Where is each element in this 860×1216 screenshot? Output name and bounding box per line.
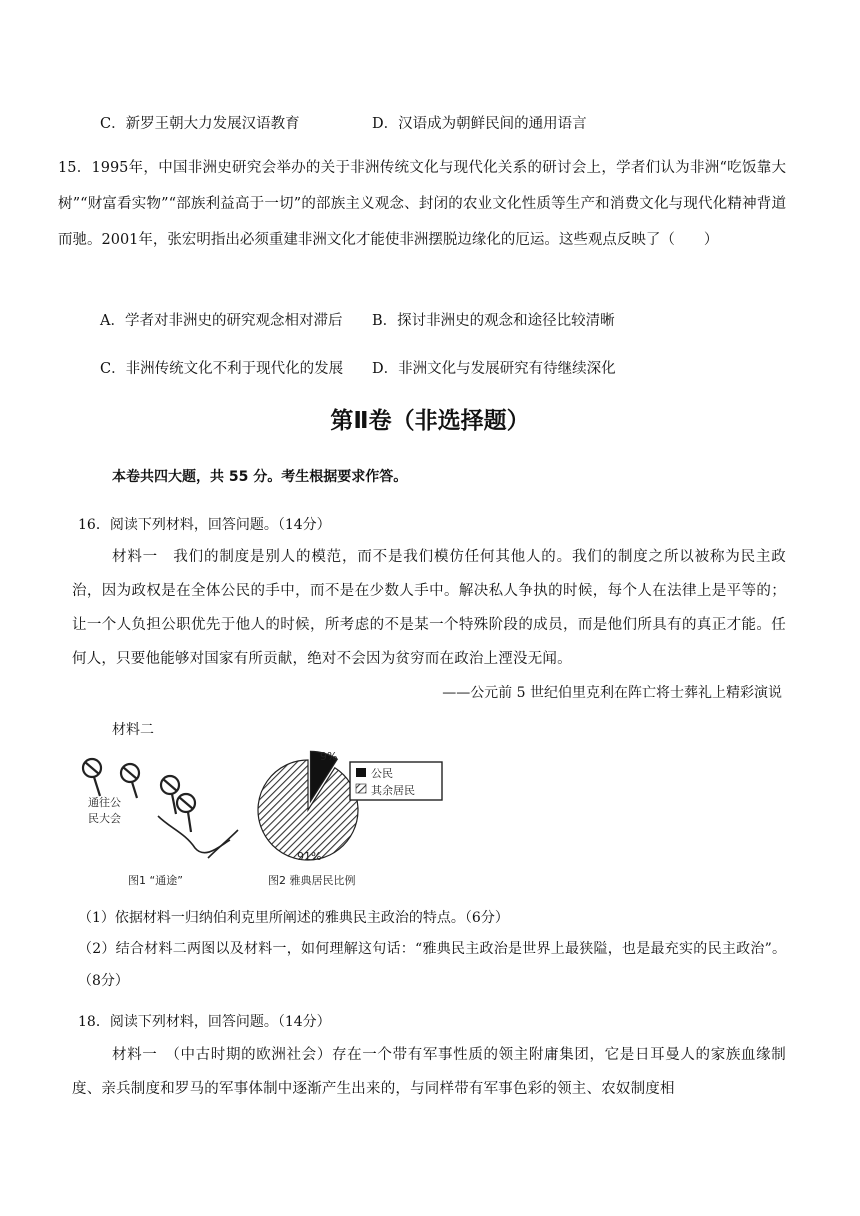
q18-heading: 18．阅读下列材料，回答问题。（14分） bbox=[78, 1014, 331, 1030]
pie-label-others: 91% bbox=[297, 850, 322, 863]
q15-option-a: A．学者对非洲史的研究观念相对滞后 bbox=[100, 313, 343, 329]
fig2-caption: 图2 雅典居民比例 bbox=[268, 874, 356, 887]
legend-label-others: 其余居民 bbox=[371, 784, 415, 797]
fig1-sign-line2: 民大会 bbox=[88, 812, 121, 825]
pie-chart bbox=[258, 751, 358, 860]
section-title: 第Ⅱ卷（非选择题） bbox=[330, 408, 530, 434]
q16-material1: 材料一 我们的制度是别人的模范，而不是我们模仿任何其他人的。我们的制度之所以被称为民主政治，因为政权是在全体公民的手中，而不是在少数人手中。解决私人争执的时候，每个人在法律上是平等的；让一个人负担公职优先于他人的时候，所考虑的不是某一个特殊阶段的成员，而是他们所具有的真正才能。任何人，只要他能够对国家有所贡献，绝对不会因为贫穷而在政治上湮没无闻。 bbox=[72, 549, 786, 667]
q16-subquestion-2: （2）结合材料二两图以及材料一，如何理解这句话：“雅典民主政治是世界上最狭隘，也是最充实的民主政治”。（8分） bbox=[78, 941, 786, 989]
pie-label-citizens: 9% bbox=[320, 750, 338, 763]
fig1-sign-line1: 通往公 bbox=[88, 796, 121, 809]
legend-swatch-citizens bbox=[356, 768, 366, 777]
legend-label-citizens: 公民 bbox=[371, 767, 393, 780]
fig1-caption: 图1 “通途” bbox=[128, 874, 183, 887]
pie-slice-others bbox=[258, 760, 358, 860]
q14-option-d: D．汉语成为朝鲜民间的通用语言 bbox=[372, 116, 587, 132]
q15-option-c: C．非洲传统文化不利于现代化的发展 bbox=[100, 361, 344, 377]
q15-option-b: B．探讨非洲史的观念和途径比较清晰 bbox=[372, 313, 615, 329]
q16-material2-label: 材料二 bbox=[112, 722, 154, 738]
pie-legend bbox=[350, 762, 442, 800]
q14-option-c: C．新罗王朝大力发展汉语教育 bbox=[100, 116, 300, 132]
material2-figure bbox=[70, 748, 450, 888]
q15-option-d: D．非洲文化与发展研究有待继续深化 bbox=[372, 361, 616, 377]
q16-source1: ——公元前 5 世纪伯里克利在阵亡将士葬礼上精彩演说 bbox=[442, 685, 782, 701]
q18-material1: 材料一 （中古时期的欧洲社会）存在一个带有军事性质的领主附庸集团，它是日耳曼人的家族血缘制度、亲兵制度和罗马的军事体制中逐渐产生出来的，与同样带有军事色彩的领主、农奴制度相 bbox=[72, 1047, 786, 1097]
section-note: 本卷共四大题，共 55 分。考生根据要求作答。 bbox=[112, 469, 408, 485]
q15-stem: 15．1995年，中国非洲史研究会举办的关于非洲传统文化与现代化关系的研讨会上，学者们认为非洲“吃饭靠大树”“财富看实物”“部族利益高于一切”的部族主义观念、封闭的农业文化性质等生产和消费文化与现代化精神背道而驰。2001年，张宏明指出必须重建非洲文化才能使非洲摆脱边缘化的厄运。这些观点反映了（ ） bbox=[58, 160, 786, 248]
q16-subquestion-1: （1）依据材料一归纳伯利克里所阐述的雅典民主政治的特点。（6分） bbox=[78, 910, 509, 926]
legend-swatch-others bbox=[356, 784, 366, 793]
q16-heading: 16．阅读下列材料，回答问题。（14分） bbox=[78, 517, 331, 533]
